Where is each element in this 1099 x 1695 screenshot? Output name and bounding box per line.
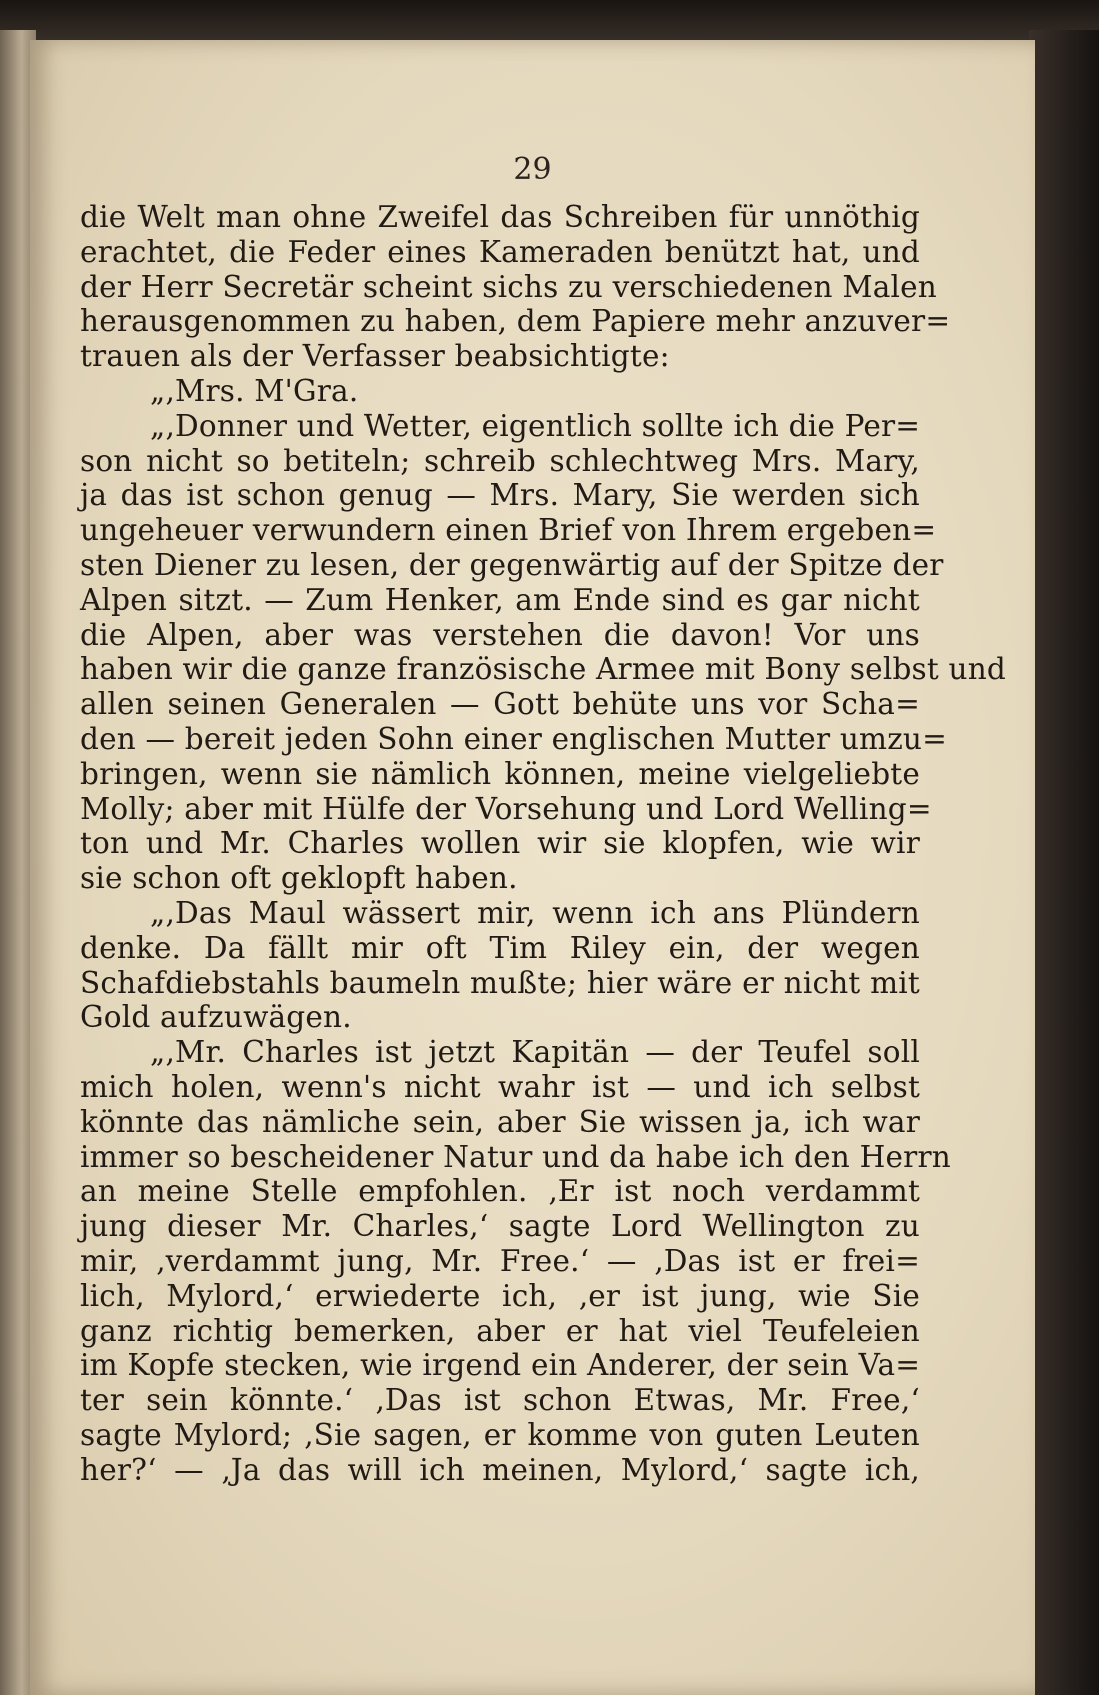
text-line: ton und Mr. Charles wollen wir sie klopfen, wie wir [80, 826, 920, 861]
text-line: könnte das nämliche sein, aber Sie wissen ja, ich war [80, 1104, 920, 1139]
text-line: im Kopfe stecken, wie irgend ein Anderer, der sein Va= [80, 1348, 921, 1383]
text-line: immer so bescheidener Natur und da habe ich den Herrn [80, 1139, 951, 1174]
text-line: haben wir die ganze französische Armee mit Bony selbst und [80, 652, 1007, 687]
text-line: bringen, wenn sie nämlich können, meine vielgeliebte [80, 756, 920, 791]
text-line: Schafdiebstahls baumeln mußte; hier wäre er nicht mit [80, 965, 920, 1000]
text-line: „,Mrs. M'Gra. [150, 373, 359, 408]
text-line: trauen als der Verfasser beabsichtigte: [80, 339, 670, 374]
text-line: lich, Mylord,‘ erwiederte ich, ‚er ist jung, wie Sie [80, 1278, 920, 1313]
text-line: son nicht so betiteln; schreib schlechtweg Mrs. Mary, [80, 443, 920, 478]
text-line: her?‘ — ‚Ja das will ich meinen, Mylord,‘ sagte ich, [80, 1452, 920, 1487]
text-line: jung dieser Mr. Charles,‘ sagte Lord Wellington zu [80, 1209, 920, 1244]
text-line: sten Diener zu lesen, der gegenwärtig auf der Spitze der [80, 547, 944, 582]
text-line: Molly; aber mit Hülfe der Vorsehung und Lord Welling= [80, 791, 932, 826]
text-line: Alpen sitzt. — Zum Henker, am Ende sind es gar nicht [80, 582, 920, 617]
book-cover-edge [1029, 30, 1099, 1695]
body-text [80, 200, 1007, 1487]
text-line: den — bereit jeden Sohn einer englischen Mutter umzu= [80, 721, 948, 756]
text-line: denke. Da fällt mir oft Tim Riley ein, der wegen [80, 930, 920, 965]
text-line: ja das ist schon genug — Mrs. Mary, Sie werden sich [80, 478, 920, 513]
text-line: Gold aufzuwägen. [80, 1000, 352, 1035]
text-line: sie schon oft geklopft haben. [80, 861, 518, 896]
text-line: erachtet, die Feder eines Kameraden benützt hat, und [80, 234, 920, 269]
text-line: mir, ‚verdammt jung, Mr. Free.‘ — ‚Das ist er frei= [80, 1243, 920, 1278]
text-line: herausgenommen zu haben, dem Papiere mehr anzuver= [80, 304, 951, 339]
text-line: ganz richtig bemerken, aber er hat viel Teufeleien [80, 1313, 920, 1348]
text-line: sagte Mylord; ‚Sie sagen, er komme von guten Leuten [80, 1417, 920, 1452]
text-line: ungeheuer verwundern einen Brief von Ihrem ergeben= [80, 513, 937, 548]
text-line: an meine Stelle empfohlen. ‚Er ist noch verdammt [80, 1174, 920, 1209]
page-number: 29 [513, 152, 552, 187]
book-page [30, 40, 1035, 1695]
text-line: „,Mr. Charles ist jetzt Kapitän — der Teufel soll [150, 1035, 920, 1070]
text-line: die Alpen, aber was verstehen die davon! Vor uns [80, 617, 920, 652]
text-line: mich holen, wenn's nicht wahr ist — und ich selbst [80, 1069, 920, 1104]
text-line: „,Donner und Wetter, eigentlich sollte ich die Per= [150, 408, 921, 443]
text-line: „,Das Maul wässert mir, wenn ich ans Plündern [150, 895, 920, 930]
text-line: der Herr Secretär scheint sichs zu verschiedenen Malen [80, 269, 938, 304]
text-line: die Welt man ohne Zweifel das Schreiben für unnöthig [80, 200, 920, 234]
text-line: allen seinen Generalen — Gott behüte uns vor Scha= [80, 687, 920, 722]
text-line: ter sein könnte.‘ ‚Das ist schon Etwas, Mr. Free,‘ [80, 1383, 920, 1418]
